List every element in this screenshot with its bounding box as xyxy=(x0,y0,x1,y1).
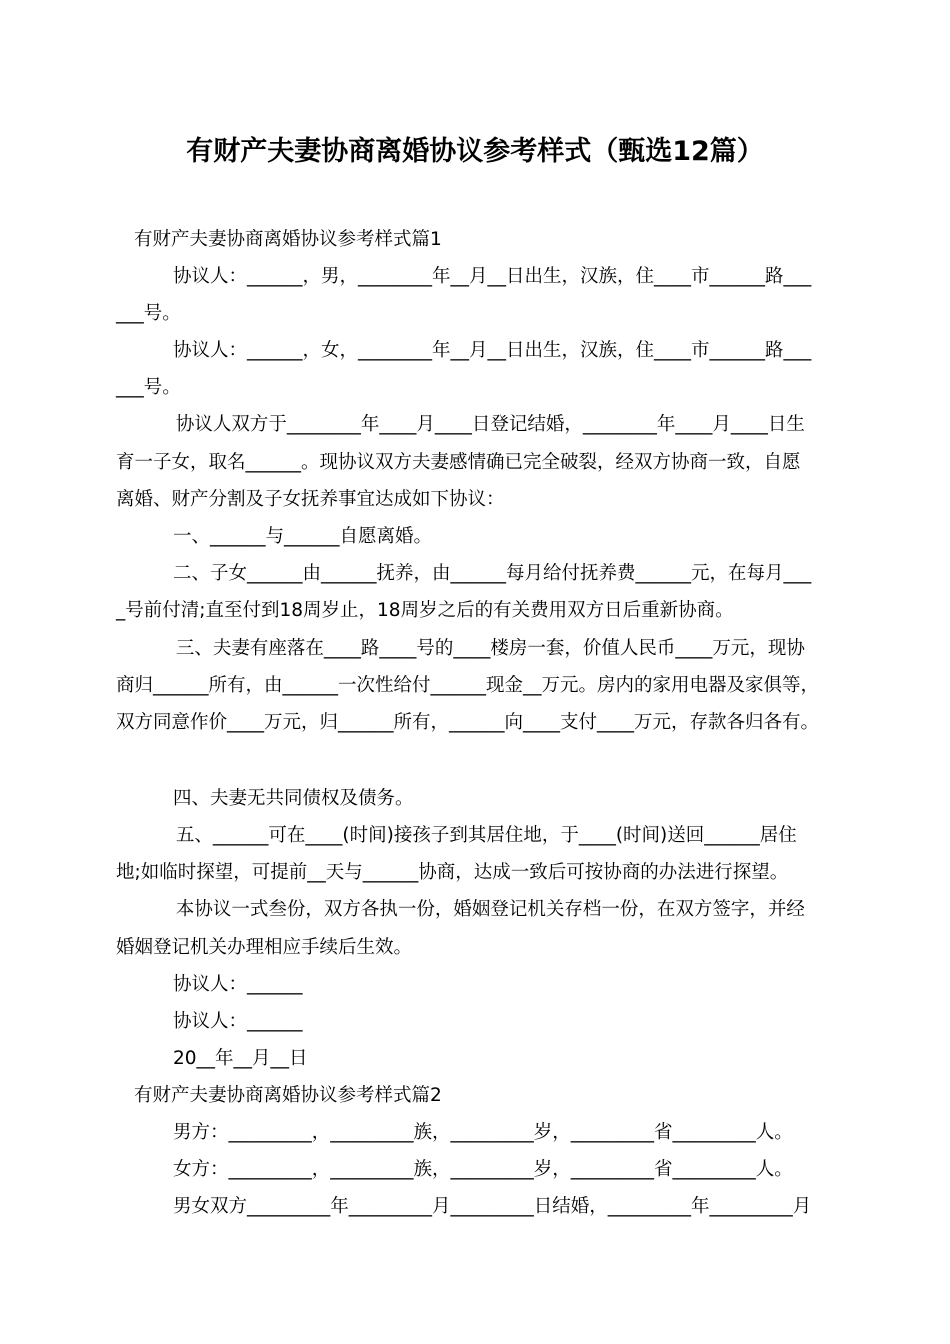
text-line: 女方：_________，_________族，_________岁，_________省_________人。 xyxy=(173,1159,793,1180)
text-line: 地;如临时探望，可提前__天与______协商，达成一致后可按协商的办法进行探望。 xyxy=(116,862,789,883)
section-heading-1: 有财产夫妻协商离婚协议参考样式篇1 xyxy=(134,229,442,250)
text-line: 离婚、财产分割及子女抚养事宜达成如下协议： xyxy=(116,489,505,510)
text-line: ___号。 xyxy=(116,303,181,324)
text-line: 婚姻登记机关办理相应手续后生效。 xyxy=(116,937,413,958)
text-line: 五、______可在____(时间)接孩子到其居住地，于____(时间)送回______居住 xyxy=(170,825,797,846)
text-line: 四、夫妻无共同债权及债务。 xyxy=(173,788,414,809)
text-line: 男女双方_________年_________月_________日结婚，_________年_________月 xyxy=(173,1196,812,1217)
signature-line: 协议人：______ xyxy=(173,1011,303,1032)
text-line: 一、______与______自愿离婚。 xyxy=(173,526,433,547)
text-line: 本协议一式叁份，双方各执一份，婚姻登记机关存档一份，在双方签字，并经 xyxy=(170,899,805,920)
text-line: 协议人双方于________年____月____日登记结婚，________年____月____日生 xyxy=(170,414,805,435)
text-line: 男方：_________，_________族，_________岁，_________省_________人。 xyxy=(173,1122,793,1143)
section-heading-2: 有财产夫妻协商离婚协议参考样式篇2 xyxy=(134,1085,442,1106)
text-line: 二、子女______由______抚养，由______每月给付抚养费______元，在每月___ xyxy=(173,563,812,584)
text-line: 协议人：______，男，________年__月__日出生，汉族，住____市______路___ xyxy=(173,266,812,287)
date-line: 20__年__月__日 xyxy=(173,1048,308,1069)
text-line: 协议人：______，女，________年__月__日出生，汉族，住____市______路___ xyxy=(173,340,812,361)
text-line: 育一子女，取名______。现协议双方夫妻感情确已完全破裂，经双方协商一致，自愿 xyxy=(116,452,801,473)
text-line: _号前付清;直至付到18周岁止，18周岁之后的有关费用双方日后重新协商。 xyxy=(116,600,734,621)
document-title: 有财产夫妻协商离婚协议参考样式（甄选12篇） xyxy=(186,136,764,167)
text-line: ___号。 xyxy=(116,377,181,398)
text-line: 商归______所有，由______一次性给付______现金__万元。房内的家用电器及家俱等， xyxy=(116,675,820,696)
signature-line: 协议人：______ xyxy=(173,974,303,995)
text-line: 双方同意作价____万元，归______所有，______向____支付____万元，存款各归各有。 xyxy=(116,712,820,733)
text-line: 三、夫妻有座落在____路____号的____楼房一套，价值人民币____万元，现协 xyxy=(170,638,805,659)
